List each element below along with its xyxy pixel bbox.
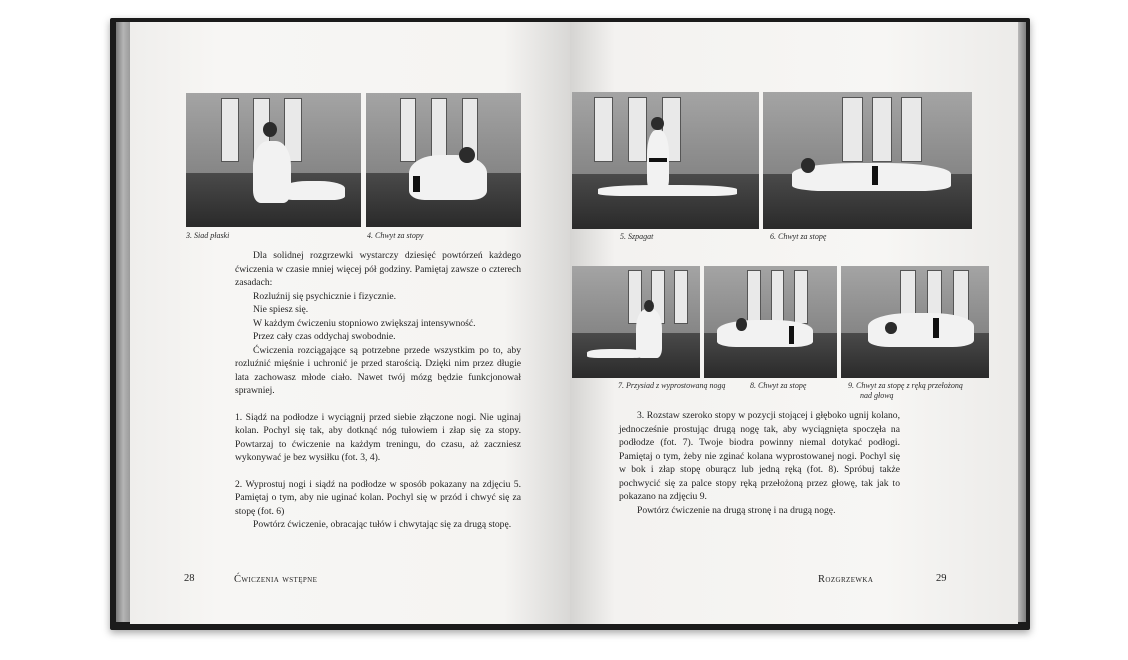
caption-photo-9-line-2: nad głową xyxy=(860,391,894,400)
exercise-1: 1. Siądź na podłodze i wyciągnij przed siebie złączone nogi. Nie uginaj kolan. Pochyl się tak, aby dotknąć nóg tułowiem i złap się za stopy. Powtarzaj to ćwiczenie na każdym treningu, do czasu, aż zaczniesz wykonywać je bez wysiłku (fot. 3, 4). xyxy=(235,411,521,463)
caption-photo-5: 5. Szpagat xyxy=(620,232,654,241)
photo-4 xyxy=(366,93,521,227)
principle-item: Rozluźnij się psychicznie i fizycznie. xyxy=(253,290,397,302)
caption-photo-6: 6. Chwyt za stopę xyxy=(770,232,827,241)
caption-photo-4: 4. Chwyt za stopy xyxy=(367,231,424,240)
caption-photo-7: 7. Przysiad z wyprostowaną nogą xyxy=(618,381,726,390)
page-number-right: 29 xyxy=(936,573,947,584)
principle-item: W każdym ćwiczeniu stopniowo zwiększaj intensywność. xyxy=(253,317,476,329)
paragraph: Powtórz ćwiczenie na drugą stronę i na drugą nogę. xyxy=(637,504,836,516)
photo-7 xyxy=(572,266,700,378)
right-body-text xyxy=(619,409,900,517)
caption-photo-3: 3. Siad płaski xyxy=(186,231,230,240)
exercise-3: 3. Rozstaw szeroko stopy w pozycji stojącej i głęboko ugnij kolano, jednocześnie prostując drugą nogę tak, aby wyciągnięta spoczęła na podłodze (fot. 7). Twoje biodra powinny niemal dotykać podłogi. Pamiętaj o tym, żeby nie zginać kolana wyprostowanej nogi. Pochyl się w bok i złap stopę oburącz lub jedną ręką (fot. 8). Spróbuj także pochwycić się za palce stopy ręką przełożoną przez głowę, tak jak to pokazano na zdjęciu 9. xyxy=(619,410,900,502)
running-head-left: Ćwiczenia wstępne xyxy=(234,574,318,585)
caption-photo-8: 8. Chwyt za stopę xyxy=(750,381,807,390)
left-page xyxy=(130,22,570,624)
paragraph: Dla solidnej rozgrzewki wystarczy dziesięć powtórzeń każdego ćwiczenia w czasie mniej więcej pół godziny. Pamiętaj zawsze o czterech zasadach: xyxy=(235,250,521,288)
photo-3 xyxy=(186,93,361,227)
photo-5 xyxy=(572,92,759,229)
principle-item: Przez cały czas oddychaj swobodnie. xyxy=(253,331,396,342)
paragraph: Ćwiczenia rozciągające są potrzebne przede wszystkim po to, aby rozluźnić mięśnie i uchronić je przed starością. Dzięki nim przez długie lata zachowasz młode ciało. Nawet twój mózg będzie funkcjonował sprawniej. xyxy=(235,344,521,396)
exercise-2: 2. Wyprostuj nogi i siądź na podłodze w sposób pokazany na zdjęciu 5. Pamiętaj o tym, aby nie uginać kolan. Pochyl się w przód i chwyć się za stopę (fot. 6) xyxy=(235,478,521,517)
right-page xyxy=(570,22,1018,624)
photo-8 xyxy=(704,266,837,378)
principle-item: Nie spiesz się. xyxy=(253,304,309,315)
photo-9 xyxy=(841,266,989,378)
paragraph: Powtórz ćwiczenie, obracając tułów i chwytając się za drugą stopę. xyxy=(253,519,512,530)
running-head-right: Rozgrzewka xyxy=(818,574,874,585)
left-body-text xyxy=(235,249,521,532)
page-number-left: 28 xyxy=(184,573,195,584)
photo-6 xyxy=(763,92,972,229)
caption-photo-9: 9. Chwyt za stopę z ręką przełożoną xyxy=(848,381,963,390)
